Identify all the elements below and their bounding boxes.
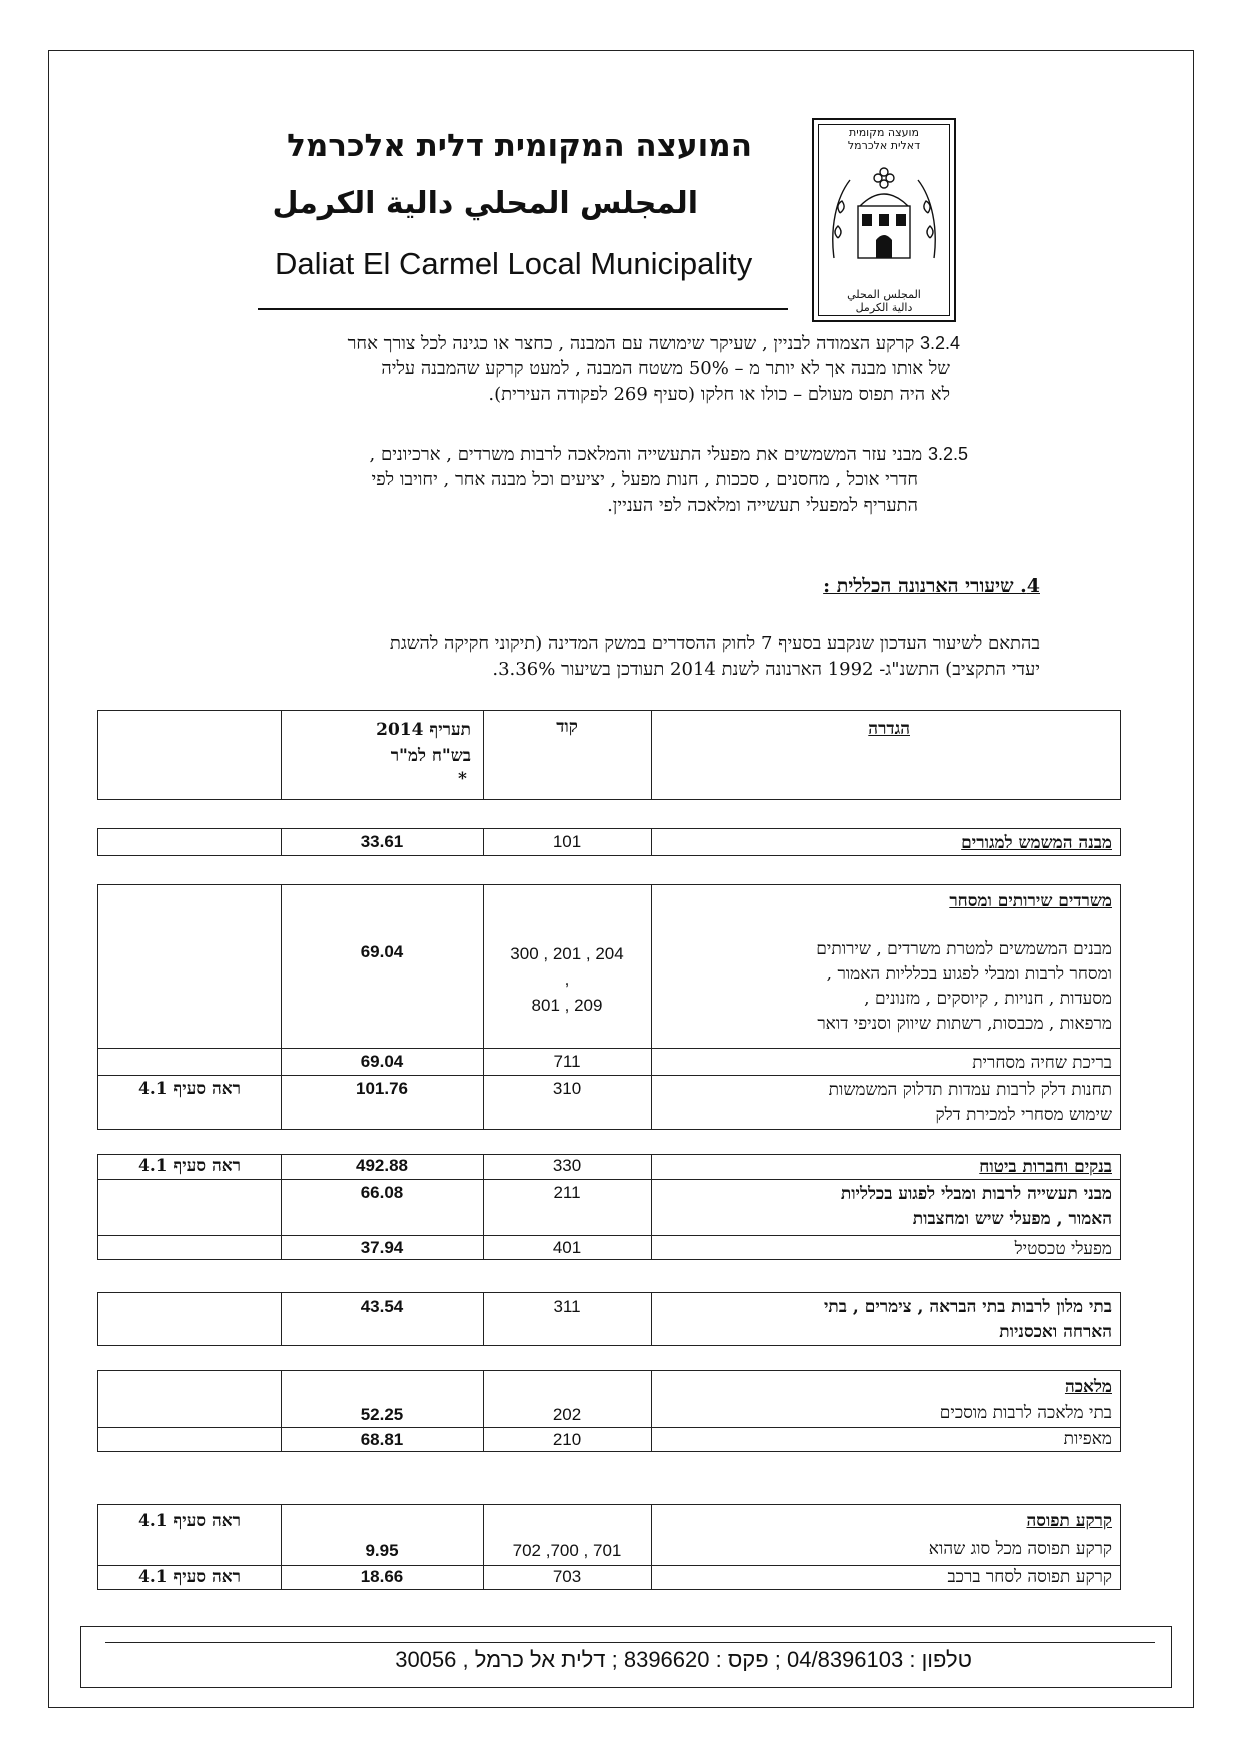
pool-def: בריכת שחיה מסחרית [972, 1053, 1112, 1073]
workshops-def: בתי מלאכה לרבות מוסכים [939, 1403, 1112, 1423]
residential-code: 101 [552, 832, 582, 851]
group-crafts [97, 1370, 1121, 1452]
land-any-rate: 9.95 [365, 1541, 399, 1560]
pool-code: 711 [553, 1052, 581, 1071]
offices-def-line2: ומסחר לרבות ומבלי לפגוע בכלליות האמור , [826, 964, 1112, 984]
footer-line [105, 1642, 1155, 1643]
land-heading: קרקע תפוסה [1026, 1511, 1112, 1531]
fuel-def-line1: תחנות דלק לרבות עמדות תדלוק המשמשות [828, 1080, 1112, 1100]
offices-def-line1: מבנים המשמשים למטרת משרדים , שירותים [816, 939, 1112, 959]
offices-code-line1: 300 , 201 , 204 [510, 944, 624, 963]
group-offices [97, 884, 1121, 1130]
industry-def-line1: מבני תעשייה לרבות ומבלי לפגוע בכלליות [840, 1184, 1112, 1204]
land-cars-rate: 18.66 [360, 1567, 404, 1586]
seal-top-line1: מועצה מקומית [849, 126, 919, 139]
fuel-note: ראה סעיף 4.1 [137, 1079, 241, 1099]
offices-code-line3: 801 , 209 [531, 996, 603, 1015]
offices-code-line2: , [564, 970, 570, 989]
group-hotels [97, 1292, 1121, 1346]
rates-table-header [97, 710, 1121, 800]
hotels-def-line1: בתי מלון לרבות בתי הבראה , צימרים , בתי [823, 1297, 1112, 1317]
section-4-intro-line2: יעדי התקציב) התשנ"ג- 1992 הארנונה לשנת 2014 תעודכן בשיעור 3.36%. [492, 659, 1040, 680]
hotels-rate: 43.54 [360, 1297, 404, 1316]
offices-def [816, 937, 1112, 1037]
offices-def-line3: מסעדות , חנויות , קיוסקים , מזנונים , [864, 989, 1112, 1009]
bakeries-rate: 68.81 [360, 1430, 404, 1449]
header-rate-line1: תעריף 2014 [376, 720, 471, 740]
residential-rate: 33.61 [360, 832, 404, 851]
group-occupied-land [97, 1504, 1121, 1590]
residential-def: מבנה המשמש למגורים [961, 833, 1112, 853]
paragraph-3-2-4 [348, 330, 960, 357]
land-cars-note: ראה סעיף 4.1 [137, 1567, 241, 1587]
land-any-note: ראה סעיף 4.1 [137, 1511, 241, 1531]
textile-rate: 37.94 [360, 1238, 404, 1257]
page-frame [48, 50, 1194, 1708]
land-any-def: קרקע תפוסה מכל סוג שהוא [928, 1539, 1112, 1559]
workshops-rate: 52.25 [360, 1405, 404, 1424]
land-cars-def: קרקע תפוסה לסחר ברכב [947, 1567, 1112, 1587]
banks-note: ראה סעיף 4.1 [137, 1156, 241, 1176]
hotels-def [824, 1295, 1112, 1345]
header-rate [281, 717, 483, 769]
workshops-code: 202 [552, 1405, 582, 1424]
section-4-intro-line1: בהתאם לשיעור העדכון שנקבע בסעיף 7 לחוק ההסדרים במשק המדינה (תיקוני חקיקה להשגת [389, 633, 1040, 654]
bakeries-def: מאפיות [1063, 1429, 1112, 1449]
banks-rate: 492.88 [356, 1156, 408, 1175]
p325-line3: התעריף למפעלי תעשייה ומלאכה לפי העניין. [607, 495, 918, 516]
group-banks-industry [97, 1154, 1121, 1260]
offices-rate: 69.04 [360, 942, 404, 961]
industry-code: 211 [553, 1183, 581, 1202]
crafts-heading: מלאכה [1064, 1377, 1112, 1397]
fuel-def-line2: שימוש מסחרי למכירת דלק [935, 1105, 1112, 1125]
paragraph-3-2-5 [370, 441, 968, 468]
p324-line2: של אותו מבנה אך לא יותר מ – 50% משטח המבנה , למעט קרקע שהמבנה עליה [381, 358, 950, 379]
industry-rate: 66.08 [360, 1183, 404, 1202]
header-rate-star: * [458, 769, 467, 789]
offices-def-line4: מרפאות , מכבסות, רשתות שיווק וסניפי דואר [817, 1014, 1112, 1034]
p324-line3: לא היה תפוס מעולם – כולו או חלקו (סעיף 269 לפקודה העירית). [488, 384, 950, 405]
banks-def: בנקים וחברות ביטוח [979, 1157, 1112, 1177]
hotels-def-line2: הארחה ואכסניות [999, 1322, 1112, 1342]
p325-num: 3.2.5 [927, 444, 968, 464]
industry-def-line2: האמור , מפעלי שיש ומחצבות [912, 1209, 1112, 1229]
p325-line2: חדרי אוכל , מחסנים , סככות , חנות מפעל , יציעים וכל מבנה אחר , יחויבו לפי [371, 469, 918, 490]
title-english: Daliat El Carmel Local Municipality [275, 246, 753, 281]
section-4-title: 4. שיעורי הארנונה הכללית : [823, 575, 1040, 597]
p325-line1: מבני עזר המשמשים את מפעלי התעשייה והמלאכה לרבות משרדים , ארכיונים , [369, 444, 923, 465]
offices-codes [483, 941, 651, 1019]
seal-bottom-text [814, 288, 954, 314]
fuel-code: 310 [552, 1079, 582, 1098]
pool-rate: 69.04 [360, 1052, 404, 1071]
footer-contact: טלפון : 04/8396103 ; פקס : 8396620 ; דלית אל כרמל , 30056 [395, 1647, 972, 1672]
banks-code: 330 [552, 1156, 582, 1175]
seal-top-line2: דאלית אלכרמל [847, 139, 921, 152]
seal-building-icon [824, 158, 944, 268]
title-arabic: المجلس المحلي دالية الكرمل [272, 186, 698, 221]
hotels-code: 311 [553, 1297, 581, 1316]
textile-code: 401 [552, 1238, 582, 1257]
header-rate-line2: בש"ח למ"ר [390, 746, 471, 766]
seal-bottom-line1: المجلس المحلي [847, 288, 921, 301]
seal-top-text [814, 126, 954, 152]
industry-def [841, 1182, 1112, 1232]
land-cars-code: 703 [552, 1567, 582, 1586]
land-any-code: 702 ,700 , 701 [512, 1541, 622, 1560]
group-residential [97, 828, 1121, 856]
offices-heading: משרדים שירותים ומסחר [949, 891, 1112, 911]
bakeries-code: 210 [552, 1430, 582, 1449]
p324-num: 3.2.4 [919, 333, 960, 353]
fuel-rate: 101.76 [356, 1079, 408, 1098]
fuel-def [829, 1078, 1112, 1128]
header-definition: הגדרה [868, 719, 910, 739]
title-hebrew: המועצה המקומית דלית אלכרמל [287, 128, 752, 164]
seal-bottom-line2: دالية الكرمل [855, 301, 913, 314]
municipal-seal [812, 118, 956, 322]
header-code: קוד [556, 717, 578, 737]
textile-def: מפעלי טכסטיל [1014, 1239, 1112, 1259]
header-divider [258, 308, 788, 310]
p324-line1: קרקע הצמודה לבניין , שעיקר שימושה עם המבנה , כחצר או כגינה לכל צורך אחר [347, 333, 915, 354]
